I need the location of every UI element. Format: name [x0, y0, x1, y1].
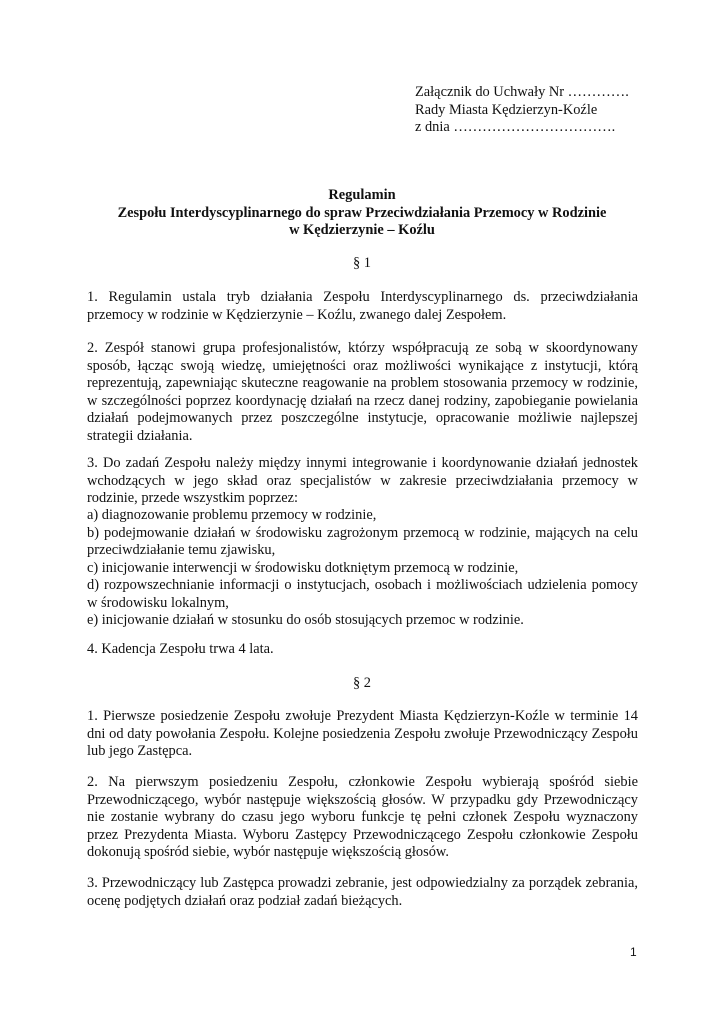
- section-1-paragraph-3-intro: 3. Do zadań Zespołu należy między innymi integrowanie i koordynowanie działań jednostek wchodzących w jego skład oraz specjalistów w zakresie przeciwdziałania przemocy w rodzinie, przede wszystkim poprzez:: [87, 455, 638, 506]
- page-number: 1: [630, 945, 637, 959]
- section-2-paragraph-2: 2. Na pierwszym posiedzeniu Zespołu, członkowie Zespołu wybierają spośród siebie Przewodniczącego, wybór następuje większością głosów. W przypadku gdy Przewodniczący nie zostanie wybrany do czasu jego wyboru funkcje tę pełni członek Zespołu wyznaczony przez Prezydenta Miasta. Wyboru Zastępcy Przewodniczącego Zespołu członkowie Zespołu dokonują spośród siebie, wybór następuje większością głosów.: [87, 774, 638, 860]
- section-1-paragraph-2: 2. Zespół stanowi grupa profesjonalistów, którzy współpracują ze sobą w skoordynowany sposób, łącząc swoją wiedzę, umiejętności oraz możliwości wynikające z instytucji, którą reprezentują, zapewniając skuteczne reagowanie na problem stosowania przemocy w rodzinie, w szczególności poprzez koordynację działań na rzecz danej rodziny, zapobieganie powielania działań podejmowanych przez poszczególne instytucje, opracowanie możliwie najlepszej strategii działania.: [87, 340, 638, 444]
- list-item: a) diagnozowanie problemu przemocy w rodzinie,: [87, 507, 377, 523]
- title-line-1: Regulamin: [328, 187, 396, 203]
- section-2-heading: § 2: [353, 675, 371, 691]
- title-line-2: Zespołu Interdyscyplinarnego do spraw Przeciwdziałania Przemocy w Rodzinie: [117, 204, 607, 221]
- document-title: [0, 187, 724, 240]
- header-line-date: z dnia …………………………….: [415, 119, 616, 135]
- list-item: b) podejmowanie działań w środowisku zagrożonym przemocą w rodzinie, mających na celu przeciwdziałanie temu zjawisku,: [87, 524, 638, 558]
- attachment-header: [415, 84, 629, 137]
- list-item: c) inicjowanie interwencji w środowisku dotkniętym przemocą w rodzinie,: [87, 559, 519, 576]
- section-1-task-list: [87, 507, 638, 630]
- list-item: e) inicjowanie działań w stosunku do osób stosujących przemoc w rodzinie.: [87, 612, 524, 628]
- section-1-heading: § 1: [353, 255, 371, 271]
- section-1-paragraph-1: 1. Regulamin ustala tryb działania Zespołu Interdyscyplinarnego ds. przeciwdziałania przemocy w rodzinie w Kędzierzynie – Koźlu, zwanego dalej Zespołem.: [87, 289, 638, 323]
- section-2-paragraph-3: 3. Przewodniczący lub Zastępca prowadzi zebranie, jest odpowiedzialny za porządek zebrania, ocenę podjętych działań oraz podział zadań bieżących.: [87, 875, 638, 909]
- header-line-resolution: Załącznik do Uchwały Nr ………….: [415, 84, 629, 100]
- header-line-council: Rady Miasta Kędzierzyn-Koźle: [415, 101, 598, 118]
- list-item: d) rozpowszechnianie informacji o instytucjach, osobach i możliwościach udzielenia pomocy w środowisku lokalnym,: [87, 577, 638, 611]
- section-1-paragraph-4: 4. Kadencja Zespołu trwa 4 lata.: [87, 641, 274, 657]
- title-line-3: w Kędzierzynie – Koźlu: [289, 222, 435, 238]
- section-2-paragraph-1: 1. Pierwsze posiedzenie Zespołu zwołuje Prezydent Miasta Kędzierzyn-Koźle w terminie 14 dni od daty powołania Zespołu. Kolejne posiedzenia Zespołu zwołuje Przewodniczący Zespołu lub jego Zastępca.: [87, 708, 638, 759]
